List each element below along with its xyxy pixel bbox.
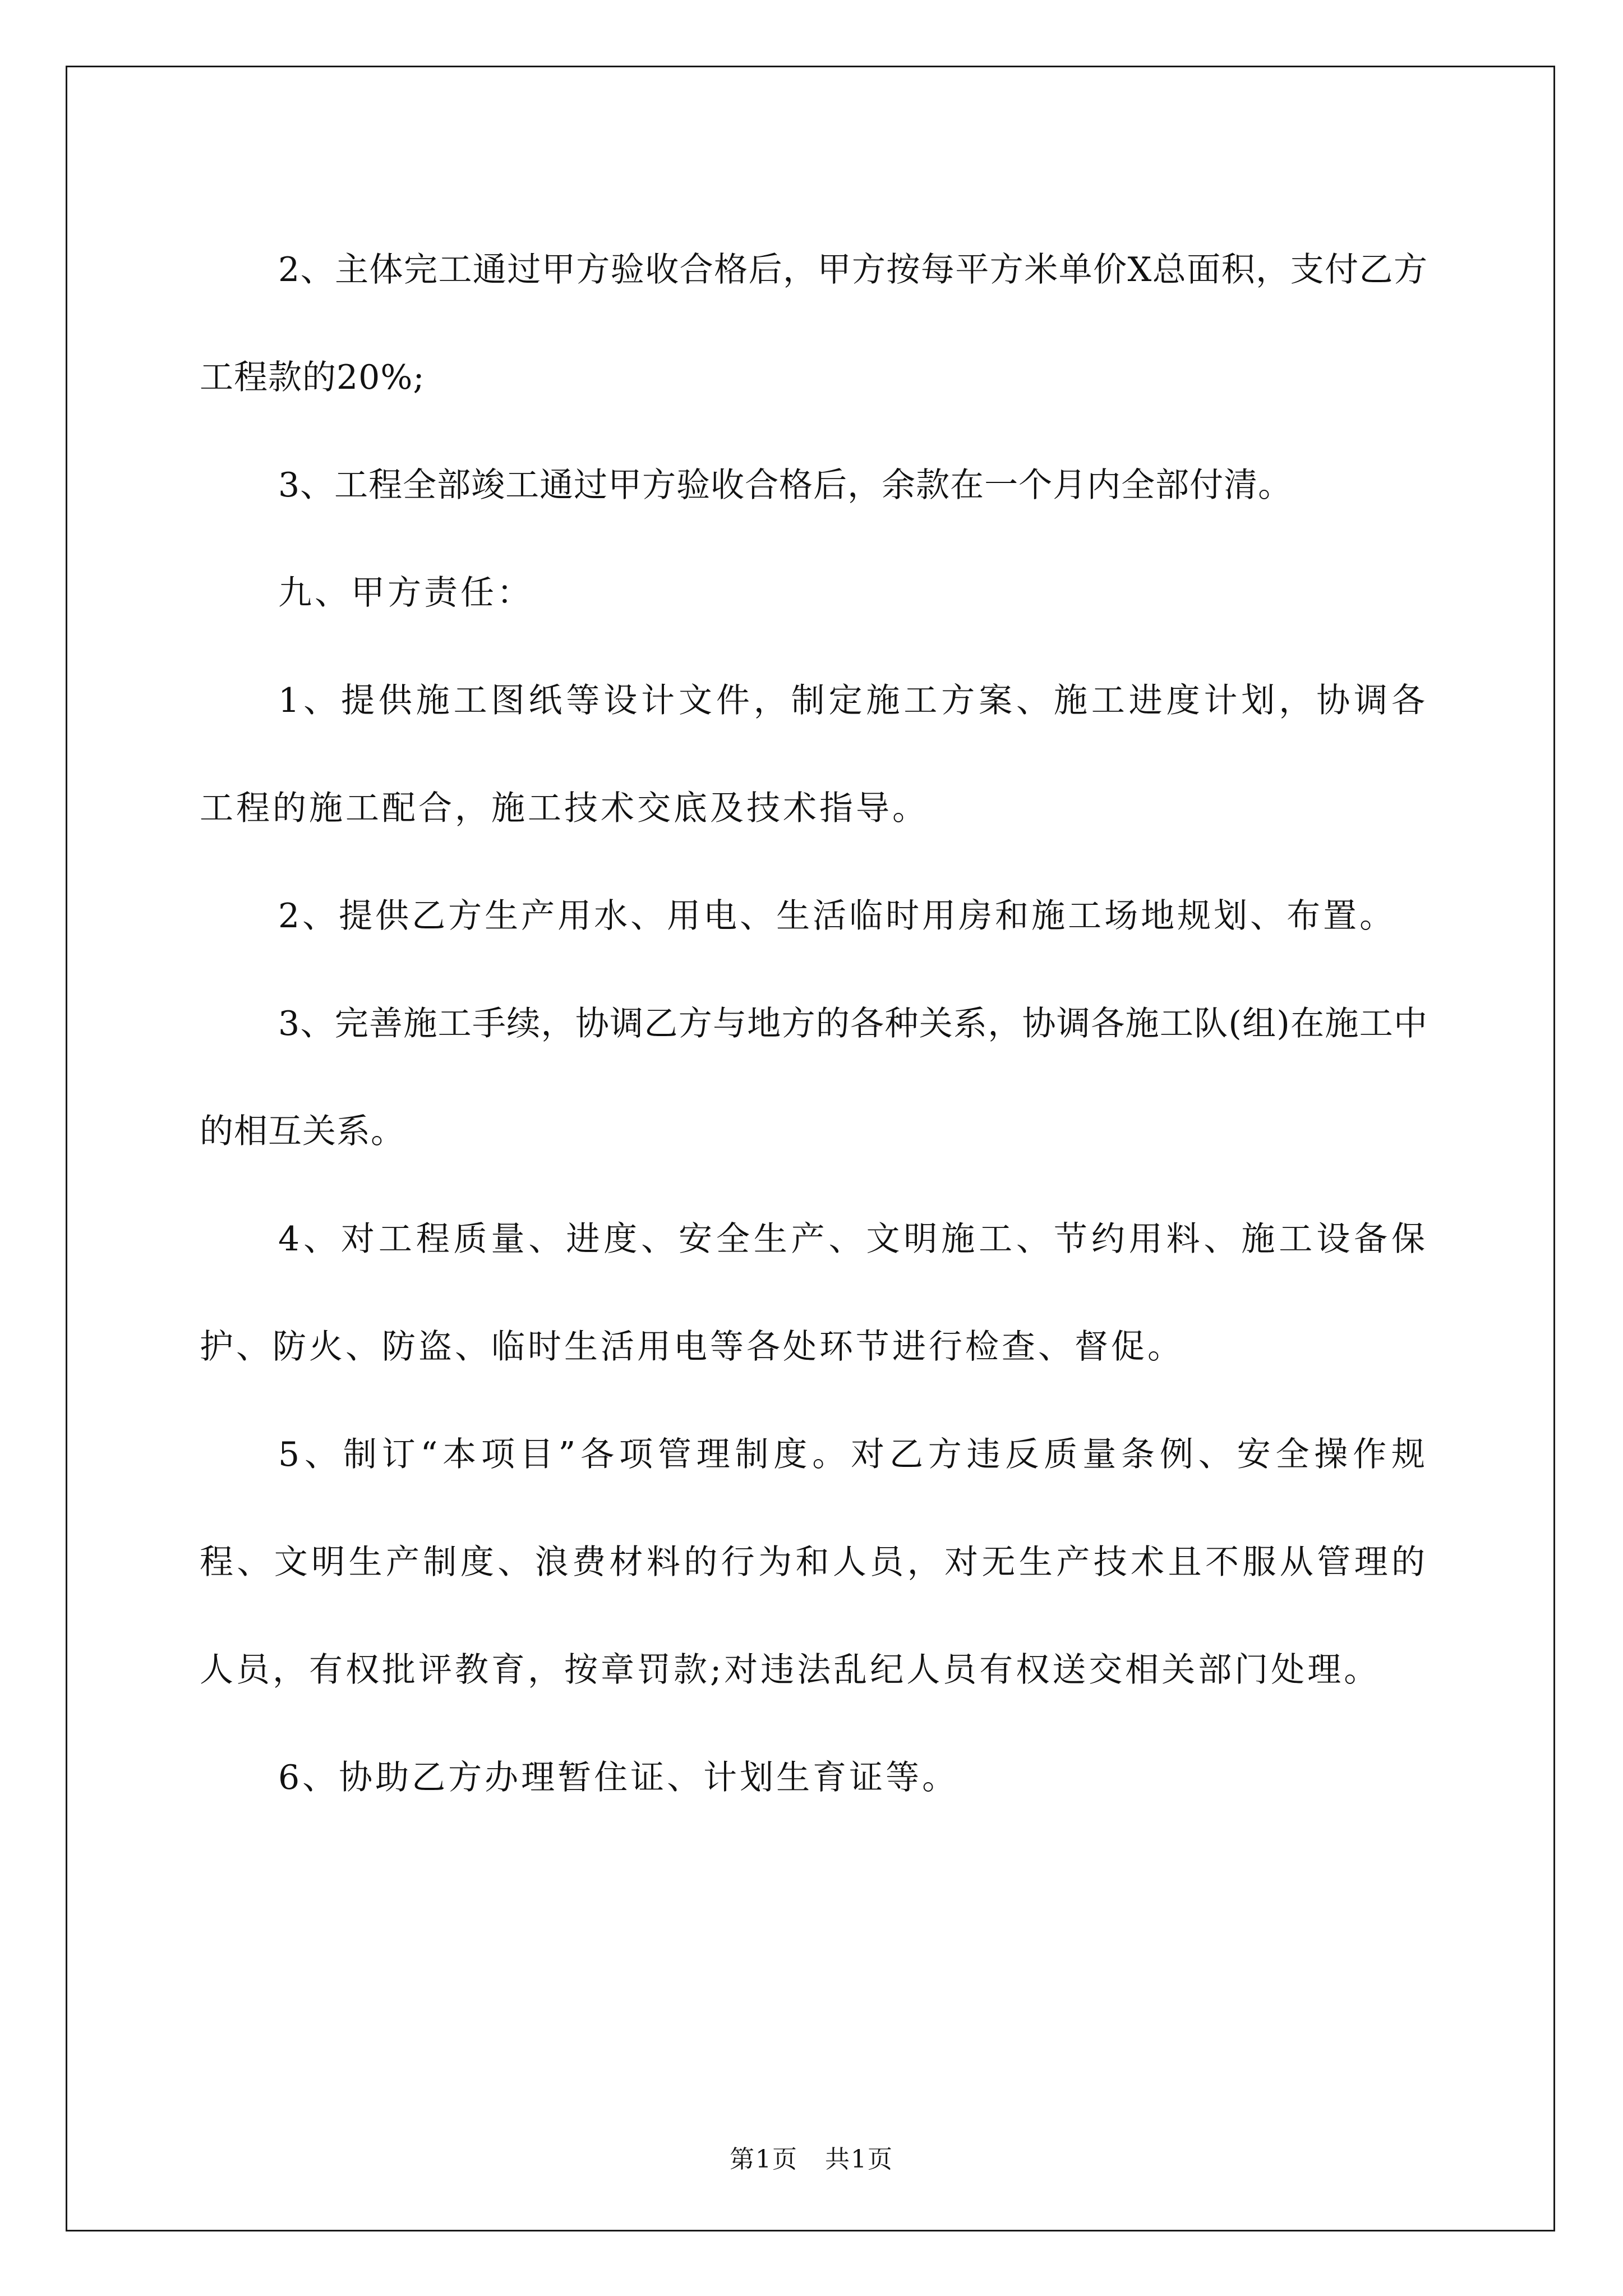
section-heading-party-a-responsibilities: 九、甲方责任： <box>278 573 533 613</box>
paragraph-payment-2: 2、主体完工通过甲方验收合格后，甲方按每平方米单价X总面积，支付乙方工程款的20%; <box>200 250 1428 397</box>
paragraph-responsibility-6: 6、协助乙方办理暂住证、计划生育证等。 <box>278 1758 959 1797</box>
paragraph-responsibility-3: 3、完善施工手续，协调乙方与地方的各种关系，协调各施工队(组)在施工中的相互关系。 <box>200 1004 1428 1151</box>
paragraph-responsibility-1: 1、提供施工图纸等设计文件，制定施工方案、施工进度计划，协调各工程的施工配合，施工技术交底及技术指导。 <box>200 681 1428 828</box>
paragraph-responsibility-2: 2、提供乙方生产用水、用电、生活临时用房和施工场地规划、布置。 <box>278 896 1396 936</box>
paragraph-responsibility-5: 5、制订“本项目”各项管理制度。对乙方违反质量条例、安全操作规程、文明生产制度、浪费材料的行为和人员，对无生产技术且不服从管理的人员，有权批评教育，按章罚款;对违法乱纪人员有权送交相关部门处理。 <box>200 1435 1428 1690</box>
paragraph-payment-3: 3、工程全部竣工通过甲方验收合格后，余款在一个月内全部付清。 <box>278 466 1293 505</box>
document-body <box>200 216 1428 1832</box>
paragraph-responsibility-4: 4、对工程质量、进度、安全生产、文明施工、节约用料、施工设备保护、防火、防盗、临时生活用电等各处环节进行检查、督促。 <box>200 1220 1428 1366</box>
page-footer: 第1页 共1页 <box>730 2145 893 2174</box>
